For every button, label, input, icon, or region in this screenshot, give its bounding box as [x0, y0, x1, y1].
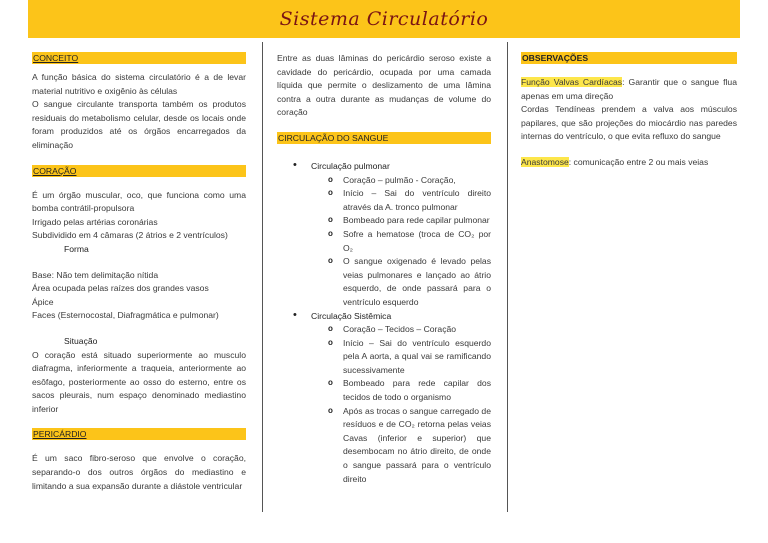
forma-item-2: Área ocupada pelas raízes dos grandes vasos [32, 283, 209, 294]
coracao-header: CORAÇÃO [32, 165, 246, 177]
circulation-list [277, 160, 491, 486]
column-right [521, 52, 737, 170]
list-item: o Início – Sai do ventrículo esquerdo pela A aorta, a qual vai se ramificando sucessivamente [343, 337, 491, 378]
list-item: o Bombeado para rede capilar pulmonar [343, 214, 491, 228]
cordas-note: Cordas Tendíneas prendem a valva aos músculos papilares, que são projeções do miocárdio nas paredes internas do ventrículo, o que evita refluxo do sangue [521, 104, 737, 142]
forma-item-3: Ápice [32, 296, 54, 307]
situacao-text: O coração está situado superiormente ao musculo diafragma, inferiormente a traqueia, anteriormente ao esôfago, posteriormente ao osso do esterno, entre os sacos pleurais, num espaço denominado mediastino inferior [32, 349, 246, 414]
list-item: o Após as trocas o sangue carregado de resíduos e de CO₂ retorna pelas veias Cavas (inferior e superior) que desembocam no átrio direito, de onde o sangue passará para o ventrículo direito [343, 405, 491, 487]
pulmonar-label: Circulação pulmonar [311, 160, 390, 171]
pulmonar-sublist [311, 174, 491, 310]
coracao-text-3: Subdividido em 4 câmaras (2 átrios e 2 ventrículos) [32, 230, 228, 241]
coracao-text-2: Irrigado pelas artérias coronárias [32, 216, 158, 227]
conceito-text-2: O sangue circulante transporta também os produtos residuais do metabolismo celular, desde os locais onde foram produzidos até os órgãos encarregados da eliminação [32, 99, 246, 150]
situacao-label: Situação [64, 335, 98, 346]
pericardio-text: É um saco fibro-seroso que envolve o coração, separando-o dos outros órgãos do mediastino e limitando a sua expansão durante a diástole ventricular [32, 453, 246, 491]
title-banner [28, 0, 740, 38]
circulacao-header: CIRCULAÇÃO DO SANGUE [277, 132, 491, 144]
column-divider-2 [507, 42, 508, 512]
valvas-text: : Garantir que o sangue flua apenas em uma direção [521, 77, 737, 101]
page-title: Sistema Circulatório [279, 8, 489, 30]
list-item-sistemica [311, 310, 491, 487]
list-item: o Coração – pulmão - Coração, [343, 174, 491, 188]
anastomose-text: : comunicação entre 2 ou mais veias [568, 156, 709, 167]
anastomose-note [521, 156, 737, 170]
valvas-note [521, 76, 737, 103]
anastomose-term: Anastomose [521, 156, 569, 167]
list-item: o Sofre a hematose (troca de CO₂ por O₂ [343, 228, 491, 255]
column-divider-1 [262, 42, 263, 512]
observacoes-header: OBSERVAÇÕES [521, 52, 737, 64]
list-item-pulmonar [311, 160, 491, 310]
pericardio-header: PERICÁRDIO [32, 428, 246, 440]
forma-label: Forma [64, 243, 89, 254]
pericardio-intro-text: Entre as duas lâminas do pericárdio seroso existe a cavidade do pericárdio, ocupada por uma camada líquida que permite o deslizamento de uma lâmina contra a outra durante as mudanças de volume do coração [277, 53, 491, 118]
forma-item-4: Faces (Esternocostal, Diafragmática e pulmonar) [32, 310, 219, 321]
coracao-text-1: É um órgão muscular, oco, que funciona como uma bomba contrátil-propulsora [32, 189, 246, 214]
forma-item-1: Base: Não tem delimitação nítida [32, 269, 159, 280]
valvas-term: Função Valvas Cardíacas [521, 77, 623, 87]
list-item: o Bombeado para rede capilar dos tecidos de todo o organismo [343, 377, 491, 404]
conceito-text: A função básica do sistema circulatório é a de levar material nutritivo e oxigênio às células [32, 72, 246, 96]
column-left [32, 52, 246, 493]
list-item: o Coração – Tecidos – Coração [343, 323, 491, 337]
list-item: o O sangue oxigenado é levado pelas veias pulmonares e lançado ao átrio esquerdo, de onde passará para o ventrículo esquerdo [343, 255, 491, 309]
sistemica-label: Circulação Sistêmica [311, 310, 392, 321]
list-item: o Início – Sai do ventrículo direito através da A. tronco pulmonar [343, 187, 491, 214]
column-middle [277, 52, 491, 486]
sistemica-sublist [311, 323, 491, 486]
conceito-header: CONCEITO [32, 52, 246, 64]
